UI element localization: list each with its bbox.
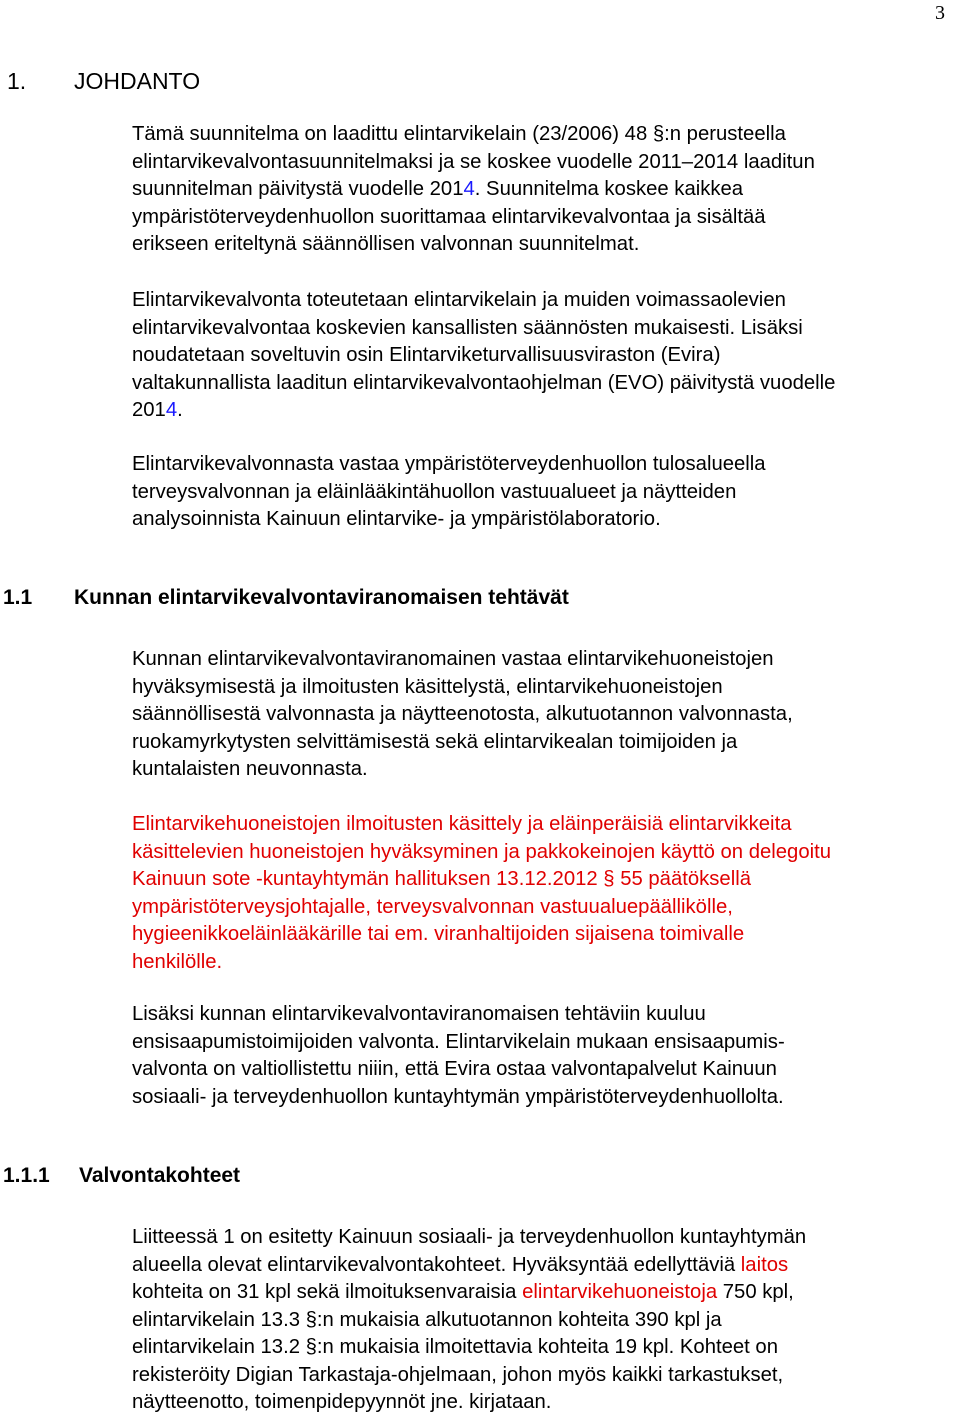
text-line: Elintarvikevalvonnasta vastaa ympäristöterveydenhuollon tulosalueella [132,453,766,475]
text-line: elintarvikelain 13.2 §:n mukaisia ilmoitettavia kohteita 19 kpl. Kohteet on [132,1336,778,1358]
section-1-1-1-paragraph-1 [132,1224,806,1417]
text-line: kuntalaisten neuvonnasta. [132,758,368,780]
revised-text: 4 [165,399,178,421]
text-line: erikseen eriteltynä säännöllisen valvonnan suunnitelmat. [132,233,640,255]
text-line: analysoinnista Kainuun elintarvike- ja ympäristölaboratorio. [132,508,661,530]
text-line: suunnitelman päivitystä vuodelle 2014. Suunnitelma koskee kaikkea [132,178,744,200]
text-line: ympäristöterveysjohtajalle, terveysvalvonnan vastuualuepäällikölle, [132,895,733,918]
text-line: noudatetaan soveltuvin osin Elintarviketurvallisuusviraston (Evira) [132,344,721,366]
text-line: sosiaali- ja terveydenhuollon kuntayhtymän ympäristöterveydenhuolloltа. [132,1085,784,1108]
text-line: Kunnan elintarvikevalvontaviranomainen vastaa elintarvikehuoneistojen [132,648,774,670]
text-line: valtakunnallista laaditun elintarvikevalvontaohjelman (EVO) päivitystä vuodelle [132,371,836,394]
text-line: alueella olevat elintarvikevalvontakohteet. Hyväksyntää edellyttäviä laitos [132,1253,789,1276]
text-line: Liitteessä 1 on esitetty Kainuun sosiaali- ja terveydenhuollon kuntayhtymän [132,1226,807,1248]
section-1-1-paragraph-1 [132,646,793,784]
text-line: Kainuun sote -kuntayhtymän hallituksen 13.12.2012 § 55 päätöksellä [132,868,752,890]
text-line: valvonta on valtiollistettu niiin, että Evira ostaa valvontapalvelut Kainuun [132,1058,777,1080]
revised-text: 4 [463,178,475,200]
text-line: ruokamyrkytysten selvittämisestä sekä elintarvikealan toimijoiden ja [132,730,738,753]
text-line: rekisteröity Digian Tarkastaja-ohjelmaan, johon myös kaikki tarkastukset, [132,1363,784,1386]
text-line: hygieenikkoeläinlääkärille tai em. viranhaltijoiden sijaisena toimivalle [132,923,745,945]
text-line: näytteenotto, toimenpidepyynnöt jne. kirjataan. [132,1391,552,1413]
text-line: hyväksymisestä ja ilmoitusten käsittelystä, elintarvikehuoneistojen [132,675,723,698]
heading-number: 1.1.1 [3,1164,50,1187]
highlighted-text: laitos [740,1253,789,1276]
heading-title: Valvontakohteet [79,1164,241,1187]
text-line: Lisäksi kunnan elintarvikevalvontaviranomaisen tehtäviin kuuluu [132,1003,706,1025]
text-line: kohteita on 31 kpl sekä ilmoituksenvaraisia elintarvikehuoneistoja 750 kpl, [132,1281,794,1303]
text-line: Elintarvikehuoneistojen ilmoitusten käsittely ja eläinperäisiä elintarvikkeita [132,813,792,835]
text-line: säännöllisestä valvonnasta ja näytteenotosta, alkutuotannon valvonnasta, [132,703,793,725]
section-1-1-paragraph-2 [132,811,831,976]
intro-paragraph-1 [132,121,815,259]
text-line: elintarvikevalvontasuunnitelmaksi ja se koskee vuodelle 2011–2014 laaditun [132,150,815,173]
page-number: 3 [935,2,945,24]
heading-title: JOHDANTO [74,68,201,94]
text-line: elintarvikelain 13.3 §:n mukaisia alkutuotannon kohteita 390 kpl ja [132,1308,722,1331]
heading-number: 1.1 [3,586,33,609]
text-line: 2014. [132,399,183,421]
text-line: elintarvikevalvontaa koskevien kansallisten säännösten mukaisesti. Lisäksi [132,316,803,339]
heading-title: Kunnan elintarvikevalvontaviranomaisen tehtävät [74,586,569,609]
text-line: Elintarvikevalvonta toteutetaan elintarvikelain ja muiden voimassaolevien [132,289,786,311]
highlighted-text: elintarvikehuoneistoja [522,1281,718,1303]
text-line: ensisaapumistoimijoiden valvonta. Elintarvikelain mukaan ensisaapumis- [132,1030,785,1053]
text-line: käsittelevien huoneistojen hyväksyminen ja pakkokeinojen käyttö on delegoitu [132,840,832,863]
text-line: henkilölle. [132,950,223,973]
text-line: ympäristöterveydenhuollon suorittamaa elintarvikevalvontaa ja sisältää [132,205,766,228]
heading-number: 1. [7,68,27,94]
text-line: Tämä suunnitelma on laadittu elintarvikelain (23/2006) 48 §:n perusteella [132,123,786,145]
intro-paragraph-3 [132,451,766,534]
section-1-1-paragraph-3 [132,1001,785,1111]
text-line: terveysvalvonnan ja eläinlääkintähuollon vastuualueet ja näytteiden [132,480,737,503]
intro-paragraph-2 [132,287,835,425]
